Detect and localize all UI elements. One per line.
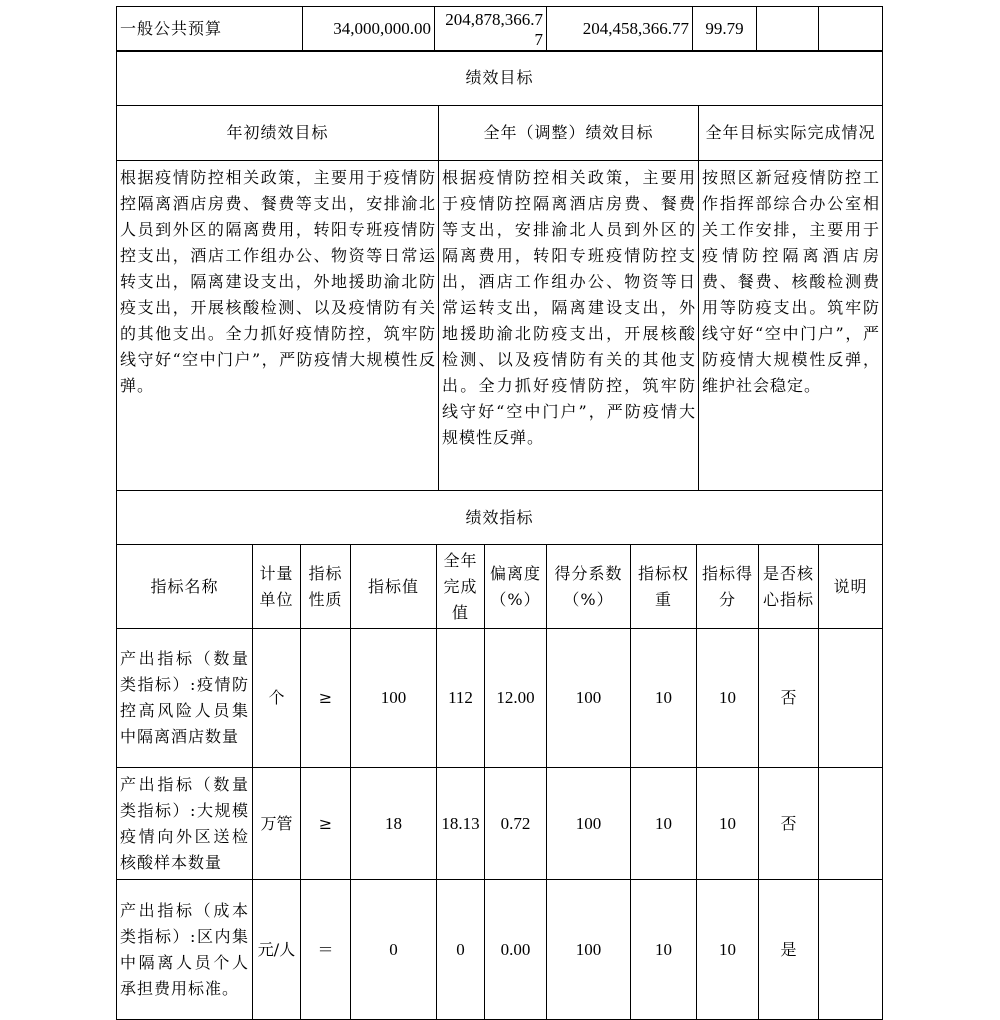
- indicator-unit: 万管: [253, 768, 301, 880]
- actual-completion-header: 全年目标实际完成情况: [699, 106, 883, 161]
- indicator-score-coefficient: 100: [547, 629, 631, 768]
- indicator-core: 否: [759, 629, 819, 768]
- indicator-core: 否: [759, 768, 819, 880]
- indicator-target: 100: [351, 629, 437, 768]
- indicator-weight: 10: [631, 880, 697, 1020]
- header-indicator-name: 指标名称: [117, 545, 253, 629]
- execution-rate-value: 99.79: [693, 7, 757, 52]
- indicator-score-coefficient: 100: [547, 880, 631, 1020]
- adjusted-goal-header: 全年（调整）绩效目标: [439, 106, 699, 161]
- indicator-actual: 112: [437, 629, 485, 768]
- header-nature: 指标性质: [301, 545, 351, 629]
- budget-blank-cell: [819, 7, 883, 52]
- indicators-section-title: 绩效指标: [117, 491, 883, 545]
- indicator-note: [819, 629, 883, 768]
- executed-value: 204,458,366.77: [547, 7, 693, 52]
- header-actual-value: 全年完成值: [437, 545, 485, 629]
- indicator-score: 10: [697, 629, 759, 768]
- actual-completion-text: 按照区新冠疫情防控工作指挥部综合办公室相关工作安排，主要用于疫情防控隔离酒店房费、餐费、核酸检测费用等防疫支出。筑牢防线守好“空中门户”，严防疫情大规模性反弹，维护社会稳定。: [699, 161, 883, 491]
- goals-table: [116, 50, 883, 491]
- indicator-weight: 10: [631, 629, 697, 768]
- budget-source-label: 一般公共预算: [117, 7, 303, 52]
- table-row: [117, 768, 883, 880]
- table-row: [117, 880, 883, 1020]
- indicator-score-coefficient: 100: [547, 768, 631, 880]
- indicator-target: 18: [351, 768, 437, 880]
- indicator-name: 产出指标（成本类指标）:区内集中隔离人员个人承担费用标准。: [117, 880, 253, 1020]
- indicator-weight: 10: [631, 768, 697, 880]
- header-note: 说明: [819, 545, 883, 629]
- indicator-deviation: 0.00: [485, 880, 547, 1020]
- indicator-target: 0: [351, 880, 437, 1020]
- indicator-unit: 元/人: [253, 880, 301, 1020]
- indicator-actual: 0: [437, 880, 485, 1020]
- table-row: [117, 629, 883, 768]
- annual-budget-value: 34,000,000.00: [303, 7, 435, 52]
- initial-goal-text: 根据疫情防控相关政策，主要用于疫情防控隔离酒店房费、餐费等支出，安排渝北人员到外区的隔离费用，转阳专班疫情防控支出，酒店工作组办公、物资等日常运转支出，隔离建设支出，外地援助渝北防疫支出，开展核酸检测、以及疫情防有关的其他支出。全力抓好疫情防控，筑牢防线守好“空中门户”，严防疫情大规模性反弹。: [117, 161, 439, 491]
- indicator-score: 10: [697, 880, 759, 1020]
- indicator-nature: ＝: [301, 880, 351, 1020]
- budget-blank-cell: [757, 7, 819, 52]
- header-core-indicator: 是否核心指标: [759, 545, 819, 629]
- header-weight: 指标权重: [631, 545, 697, 629]
- indicator-note: [819, 880, 883, 1020]
- adjusted-budget-value: [435, 7, 547, 52]
- indicator-actual: 18.13: [437, 768, 485, 880]
- indicator-deviation: 12.00: [485, 629, 547, 768]
- indicator-core: 是: [759, 880, 819, 1020]
- indicator-nature: ≥: [301, 768, 351, 880]
- indicator-nature: ≥: [301, 629, 351, 768]
- header-target-value: 指标值: [351, 545, 437, 629]
- indicator-name: 产出指标（数量类指标）:大规模疫情向外区送检核酸样本数量: [117, 768, 253, 880]
- budget-table: [116, 6, 883, 52]
- indicators-table: [116, 490, 883, 1020]
- adjusted-goal-text: 根据疫情防控相关政策，主要用于疫情防控隔离酒店房费、餐费等支出，安排渝北人员到外区的隔离费用，转阳专班疫情防控支出，酒店工作组办公、物资等日常运转支出，隔离建设支出，外地援助渝北防疫支出，开展核酸检测、以及疫情防有关的其他支出。全力抓好疫情防控，筑牢防线守好“空中门户”，严防疫情大规模性反弹。: [439, 161, 699, 491]
- indicator-deviation: 0.72: [485, 768, 547, 880]
- indicator-name: 产出指标（数量类指标）:疫情防控高风险人员集中隔离酒店数量: [117, 629, 253, 768]
- header-unit: 计量单位: [253, 545, 301, 629]
- header-score: 指标得分: [697, 545, 759, 629]
- adjusted-budget-text: 204,878,366.77: [445, 10, 543, 49]
- header-score-coefficient: 得分系数（%）: [547, 545, 631, 629]
- indicator-score: 10: [697, 768, 759, 880]
- indicator-note: [819, 768, 883, 880]
- header-deviation: 偏离度（%）: [485, 545, 547, 629]
- indicator-unit: 个: [253, 629, 301, 768]
- goals-section-title: 绩效目标: [117, 51, 883, 106]
- initial-goal-header: 年初绩效目标: [117, 106, 439, 161]
